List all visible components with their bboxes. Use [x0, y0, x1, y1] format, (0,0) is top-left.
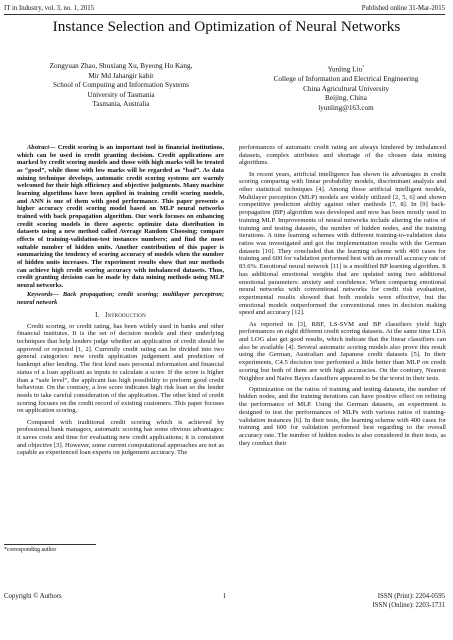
paragraph: As reported in [3], RBF, LS-SVM and BP classifiers yield high performances on eight different credit scoring datasets. At the same time LDA and LOG also get good results, which indicate that the linear classifiers can also be available [4]. Several automatic scoring models also prove this result using the German, Australian and Japanese credit datasets [5]. In their experiments, C4.5 decision tree performed a little better than MLP on credit scoring but both of them are with high accuracies. On the contrary, Nearest Neighbor and Naive Bayes classifiers appeared to be the worst in their tests. — [239, 320, 446, 382]
affiliation-2 — [248, 62, 444, 113]
paragraph: In recent years, artificial intelligence has shown its advantages in credit scoring comparing with linear probability models, discriminant analysis and other statistical techniques [4]. Among those artificial intelligent models, Multilayer perception (MLP) models are widely utilized [2, 5, 6] and shown competitive prediction ability against other methods [7, 8]. In [9] back-propagation (BP) algorithm was developed and now has been mostly used in training MLP. Improvements of neural networks include altering the ratios of training and testing datasets, the number of hidden nodes, and the training iterations. A nine learning schemes with different training-to-validation data ratios was investigated and got the implementation results with the German datasets [10]. They concluded that the learning scheme with 400 cases for training and 600 for validation performed best with an overall accuracy rate of 83.6%. Emotional neural network [11] is a modified BP learning algorithm. It has additional emotional weights that are updated using two additional emotional parameters: anxiety and confidence. When comparing emotional neural networks with conventional networks for credit risk evaluation, experimental results showed that both models were effective, but the emotional models outperformed the conventional ones in decision making speed and accuracy [12]. — [239, 170, 446, 317]
publication-date: Published online 31-Mar-2015 — [361, 5, 445, 12]
journal-info: IT in Industry, vol. 3, no. 1, 2015 — [4, 5, 95, 12]
header-rule — [4, 14, 445, 15]
university-name: China Agricultural University — [303, 84, 389, 93]
abstract-text: Credit scoring is an important tool in financial institutions, which can be used in credit granting decision. Credit applications are marked by credit scoring models and those with high marks will be treated as “good”, while those with low marks will be regarded as “bad”. As data mining technique develops, automatic credit scoring systems are warmly welcomed for their high efficiency and objective judgments. Many machine learning algorithms have been applied in training credit scoring models, and ANN is one of them with good performance. This paper presents a higher accuracy credit scoring model based on MLP neural networks trained with back propagation algorithm. Our work focuses on enhancing credit scoring models in three aspects: optimize data distribution in datasets using a new method called Average Random Choosing; compare effects of training-validation-test instances numbers; and find the most suitable number of hidden units. Another contribution of this paper is summarizing the tendency of scoring accuracy of models when the number of hidden units increases. The experiment results show that our methods can achieve high credit scoring accuracy with imbalanced datasets. Thus, credit granting decision can be made by data mining methods using MLP neural networks. — [17, 144, 224, 289]
paper-title: Instance Selection and Optimization of Neural Networks — [52, 18, 401, 35]
author-email: lyunling@163.com — [318, 103, 374, 112]
page-number: 1 — [222, 593, 227, 600]
running-header — [4, 5, 445, 12]
university-name: University of Tasmania — [87, 90, 155, 99]
location: Tasmania, Australia — [92, 100, 150, 109]
copyright: Copyright © Authors — [4, 593, 62, 600]
paragraph: performances of automatic credit rating are always hindered by imbalanced datasets, complex attributes and shortage of the chosen data mining algorithms. — [239, 144, 446, 167]
issn-online: ISSN (Online): 2203-1731 — [372, 601, 445, 609]
paragraph: Credit scoring, or credit rating, has been widely used in banks and other financial institutes. It is the set of decision models and their underlying techniques that help lenders judge whether an application of credit should be approved or rejected [1, 2]. Currently credit rating can be divided into two general categories: new credit application judgement and prediction of bankrupt after lending. The first kind uses personal information and financial status of a loan applicant as inputs to calculate a score. If the score is higher than a “safe level”, the applicant has high possibility to preform good credit behaviour. On the contrary, a low score indicates high risk loan so the lender needs to take careful consideration of the application. The other kind of credit scoring focuses on the credit record of existing customers. This paper focuses on application scoring. — [17, 322, 224, 415]
author-names-cont: Mir Md Jahangir kabir — [88, 71, 154, 80]
author-name: Yunling Liu* — [327, 64, 365, 74]
left-column — [17, 144, 224, 457]
abstract — [17, 144, 224, 289]
keywords-text: Back propagation; credit scoring; multilayer perceptron; neural network — [17, 291, 224, 307]
footnote-rule — [4, 544, 96, 545]
paragraph: Compared with traditional credit scoring which is achieved by professional bank managers, automatic scoring has some obvious advantages: it saves costs and time for evaluating new credit applications; it is consistent and objective [3]. However, some current computational approaches are not as capable as experienced loan experts on judgement accuracy. The — [17, 418, 224, 457]
footnote: *corresponding author — [4, 547, 57, 553]
affiliation-1 — [12, 62, 230, 110]
corresponding-mark: * — [362, 64, 365, 69]
section-heading — [17, 312, 224, 320]
abstract-label: Abstract— — [27, 144, 56, 151]
school-name: School of Computing and Information Systems — [53, 81, 189, 90]
college-name: College of Information and Electrical Engineering — [273, 74, 419, 83]
section-title: Introduction — [105, 311, 146, 319]
author-names: Zongyuan Zhao, Shuxiang Xu, Byeong Ho Kang, — [49, 62, 193, 70]
keywords — [17, 291, 224, 306]
issn-print: ISSN (Print): 2204-0595 — [377, 593, 445, 600]
location: Beijing, China — [325, 94, 367, 103]
page-footer — [4, 593, 445, 610]
right-column — [239, 144, 446, 447]
issn-block — [373, 593, 446, 610]
paragraph: Optimization on the ratios of training and testing datasets, the number of hidden nodes, and the training iterations can have positive effect on refining the performance of MLP. Using the German datasets, an experiment is designed to test the performances of MLPs with various ratios of training-validation instances [6]. In their tests, the learning scheme with 400 cases for training and 600 for validation performed best regarding to the overall accuracy rate. The number of hidden nodes is also considered in their tests, as they conduct their — [239, 385, 446, 447]
keywords-label: Keywords— — [27, 291, 59, 299]
section-number: I. — [95, 311, 100, 319]
